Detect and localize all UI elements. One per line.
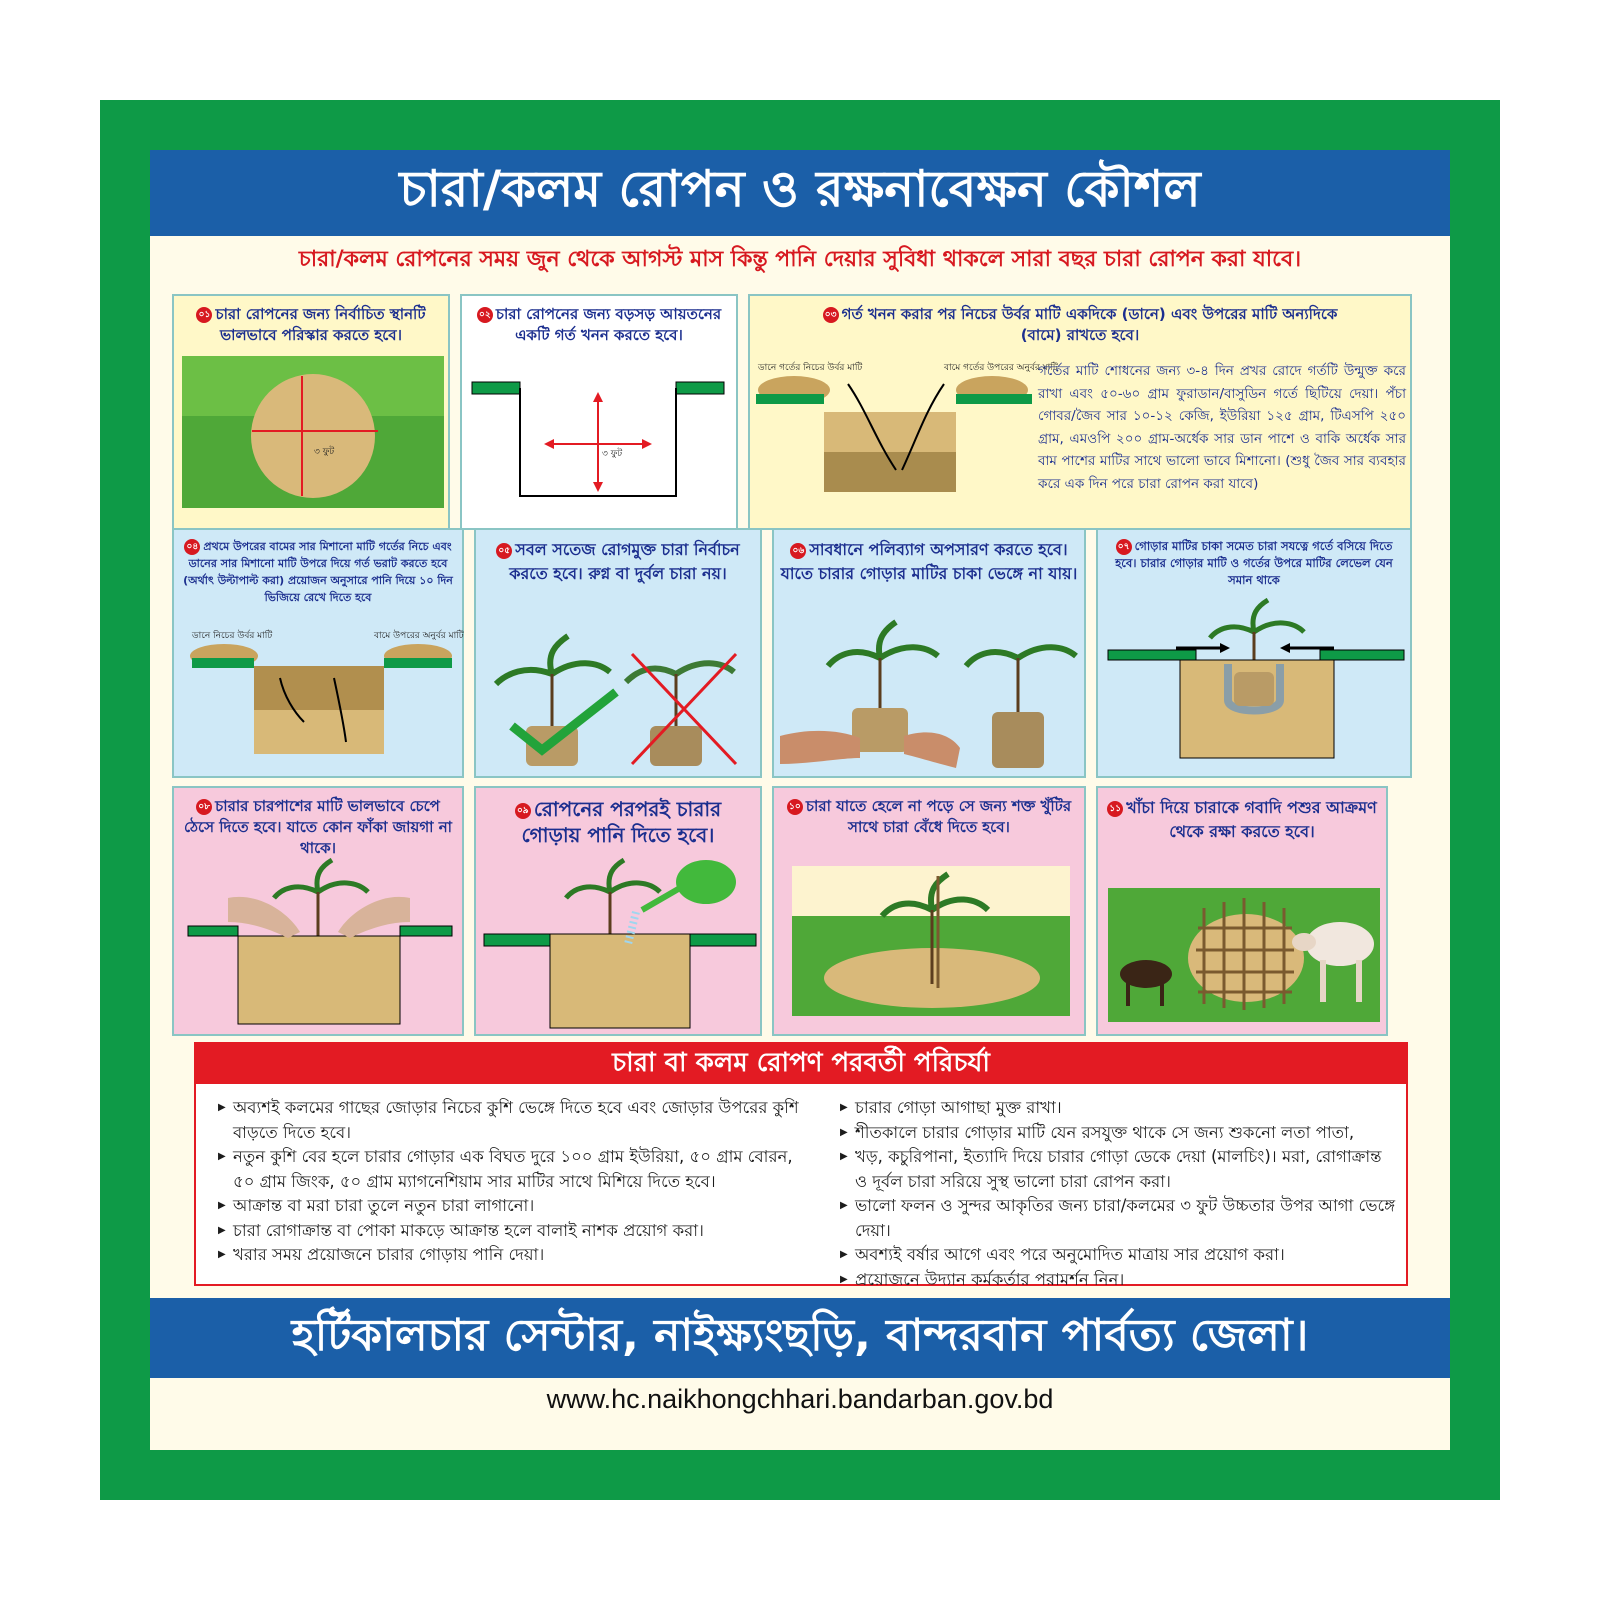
step-panel-03 (748, 294, 1412, 530)
aftercare-item: ▶ খড়, কচুরিপানা, ইত্যাদি দিয়ে চারার গোড়া ডেকে দেয়া (মালচিং)। মরা, রোগাক্রান্ত ও দূর্বল চারা সরিয়ে সুস্থ ভালো চারা রোপন করা। (840, 1145, 1396, 1194)
step-text-08: ০৮ চারার চারপাশের মাটি ভালভাবে চেপে ঠেসে দিতে হবে। যাতে কোন ফাঁকা জায়গা না থাকে। (183, 797, 453, 857)
dimension-label: ৩ ফুট (314, 447, 335, 457)
aftercare-item: ▶ চারার গোড়া আগাছা মুক্ত রাখা। (840, 1096, 1396, 1121)
step-number-01: ০১ (196, 307, 212, 323)
step-number-03: ০৩ (823, 307, 839, 323)
step-panel-06 (772, 528, 1086, 778)
step-panel-02 (460, 294, 738, 530)
dimension-label: ৩ ফুট (602, 449, 623, 459)
aftercare-box (194, 1042, 1408, 1289)
step-panel-05 (474, 528, 762, 778)
aftercare-item: ▶ চারা রোগাক্রান্ত বা পোকা মাকড়ে আক্রান্ত হলে বালাই নাশক প্রয়োগ করা। (218, 1219, 818, 1244)
step-text-10: ১০ চারা যাতে হেলে না পড়ে সে জন্য শক্ত খুঁটির সাথে চারা বেঁধে দিতে হবে। (780, 796, 1078, 838)
step-number-08: ০৮ (196, 799, 212, 815)
step-text-11: ১১ খাঁচা দিয়ে চারাকে গবাদি পশুর আক্রমণ থেকে রক্ষা করতে হবে। (1104, 796, 1380, 844)
step-panel-10 (772, 786, 1086, 1036)
aftercare-item: ▶ খরার সময় প্রয়োজনে চারার গোড়ায় পানি দেয়া। (218, 1243, 818, 1268)
step-text-07: ০৭ গোড়ার মাটির চাকা সমেত চারা সযত্নে গর্তে বসিয়ে দিতে হবে। চারার গোড়ার মাটি ও গর্তের উপরে মাটির লেভেল যেন সমান থাকে (1115, 539, 1393, 587)
step-number-02: ০২ (477, 307, 493, 323)
aftercare-item: ▶ ভালো ফলন ও সুন্দর আকৃতির জন্য চারা/কলমের ৩ ফুট উচ্চতার উপর আগা ভেঙ্গে দেয়া। (840, 1194, 1396, 1243)
aftercare-item: ▶ প্রয়োজনে উদ্যান কর্মকর্তার পরামর্শন নিন। (840, 1268, 1396, 1293)
step-number-11: ১১ (1107, 801, 1123, 817)
step-number-05: ০৫ (496, 543, 512, 559)
pit-diagram-illustration (470, 366, 732, 516)
poster-inner (150, 150, 1450, 1450)
cleared-ground-illustration (182, 356, 444, 508)
cage-protection-illustration (1108, 888, 1380, 1022)
svg-text:বামে উপরের অনুর্বর মাটি: বামে উপরের অনুর্বর মাটি (374, 631, 464, 641)
poster-frame (100, 100, 1500, 1500)
watering-illustration (480, 848, 760, 1032)
poster-title: চারা/কলম রোপন ও রক্ষনাবেক্ষন কৌশল (150, 150, 1450, 236)
press-soil-illustration (188, 852, 452, 1030)
refill-pit-illustration (184, 626, 464, 766)
seedling-selection-illustration (486, 614, 754, 770)
svg-text:ডানে গর্তের নিচের উর্বর মাটি: ডানে গর্তের নিচের উর্বর মাটি (758, 363, 863, 373)
remove-polybag-illustration (780, 608, 1080, 774)
aftercare-title: চারা বা কলম রোপণ পরবর্তী পরিচর্যা (196, 1044, 1406, 1084)
step-text-06: ০৬ সাবধানে পলিব্যাগ অপসারণ করতে হবে। যাতে চারার গোড়ার মাটির চাকা ভেঙ্গে না যায়। (780, 540, 1078, 583)
svg-text:বামে গর্তের উপরের অনুর্বর মাটি: বামে গর্তের উপরের অনুর্বর মাটি (944, 363, 1058, 373)
step-number-09: ০৯ (515, 803, 531, 819)
step-panel-07 (1096, 528, 1412, 778)
aftercare-item: ▶ অব্যশই কলমের গাছের জোড়ার নিচের কুশি ভেঙ্গে দিতে হবে এবং জোড়ার উপরের কুশি বাড়তে দিতে হবে। (218, 1096, 818, 1145)
step-number-07: ০৭ (1116, 539, 1132, 555)
step-panel-08 (172, 786, 464, 1036)
step-number-06: ০৬ (790, 543, 806, 559)
aftercare-item: ▶ শীতকালে চারার গোড়ার মাটি যেন রসযুক্ত থাকে সে জন্য শুকনো লতা পাতা, (840, 1121, 1396, 1146)
website-url: www.hc.naikhongchhari.bandarban.gov.bd (546, 1384, 1054, 1414)
svg-text:ডানে নিচের উর্বর মাটি: ডানে নিচের উর্বর মাটি (192, 631, 273, 641)
aftercare-right-column (840, 1096, 1396, 1292)
step-panel-04 (172, 528, 464, 778)
step-03-note: গর্তের মাটি শোধনের জন্য ৩-৪ দিন প্রখর রোদে গর্তটি উন্মুক্ত করে রাখা এবং ৫০-৬০ গ্রাম ফুরাডান/বাসুডিন গর্তে ছিটিয়ে দেয়া। পঁচা গোবর/জৈব সার ১০-১২ কেজি, ইউরিয়া ১২৫ গ্রাম, টিএসপি ২৫০ গ্রাম, এমওপি ২০০ গ্রাম-অর্ধেক সার ডান পাশে ও বাকি অর্ধেক সার বাম পাশের মাটির সাথে ভালো ভাবে মিশানো। (শুধু জৈব সার ব্যবহার করে এক দিন পরে চারা রোপন করা যাবে) (1038, 363, 1406, 492)
step-text-04: ০৪ প্রথমে উপরের বামের সার মিশানো মাটি গর্তের নিচে এবং ডানের সার মিশানো মাটি উপরে দিয়ে গর্ত ভরাট করতে হবে (অর্থাৎ উল্টাপাল্ট করা) প্রয়োজন অনুসারে পানি দিয়ে ১০ দিন ভিজিয়ে রেখে দিতে হবে (183, 540, 453, 604)
place-seedling-illustration (1108, 592, 1404, 768)
step-text-03: ০৩ গর্ত খনন করার পর নিচের উর্বর মাটি একদিকে (ডানে) এবং উপরের মাটি অন্যদিকে (বামে) রাখতে হবে। (820, 304, 1340, 346)
step-panel-09 (474, 786, 762, 1036)
step-text-01: ০১ চারা রোপনের জন্য নির্বাচিত স্থানটি ভালভাবে পরিস্কার করতে হবে। (180, 304, 442, 346)
aftercare-left-column (218, 1096, 818, 1268)
step-text-02: ০২ চারা রোপনের জন্য বড়সড় আয়তনের একটি গর্ত খনন করতে হবে। (468, 304, 730, 346)
aftercare-item: ▶ অবশ্যই বর্ষার আগে এবং পরে অনুমোদিত মাত্রায় সার প্রয়োগ করা। (840, 1243, 1396, 1268)
footer-organization: হর্টিকালচার সেন্টার, নাইক্ষ্যংছড়ি, বান্দরবান পার্বত্য জেলা। (150, 1298, 1450, 1378)
aftercare-item: ▶ নতুন কুশি বের হলে চারার গোড়ার এক বিঘত দুরে ১০০ গ্রাম ইউরিয়া, ৫০ গ্রাম বোরন, ৫০ গ্রাম জিংক, ৫০ গ্রাম ম্যাগনেশিয়াম সার মাটির সাথে মিশিয়ে দিতে হবে। (218, 1145, 818, 1194)
poster-subtitle: চারা/কলম রোপনের সময় জুন থেকে আগস্ট মাস কিন্তু পানি দেয়ার সুবিধা থাকলে সারা বছর চারা রোপন করা যাবে। (298, 247, 1302, 272)
step-number-10: ১০ (787, 799, 803, 815)
step-text-05: ০৫ সবল সতেজ রোগমুক্ত চারা নির্বাচন করতে হবে। রুগ্ন বা দুর্বল চারা নয়। (482, 538, 754, 586)
step-number-04: ০৪ (184, 539, 200, 555)
step-text-09: ০৯ রোপনের পরপরই চারার গোড়ায় পানি দিতে হবে। (482, 796, 754, 848)
soil-separation-illustration (756, 360, 1058, 510)
step-panel-01 (172, 294, 450, 530)
staking-illustration (792, 866, 1070, 1016)
step-panel-11 (1096, 786, 1388, 1036)
aftercare-item: ▶ আক্রান্ত বা মরা চারা তুলে নতুন চারা লাগানো। (218, 1194, 818, 1219)
